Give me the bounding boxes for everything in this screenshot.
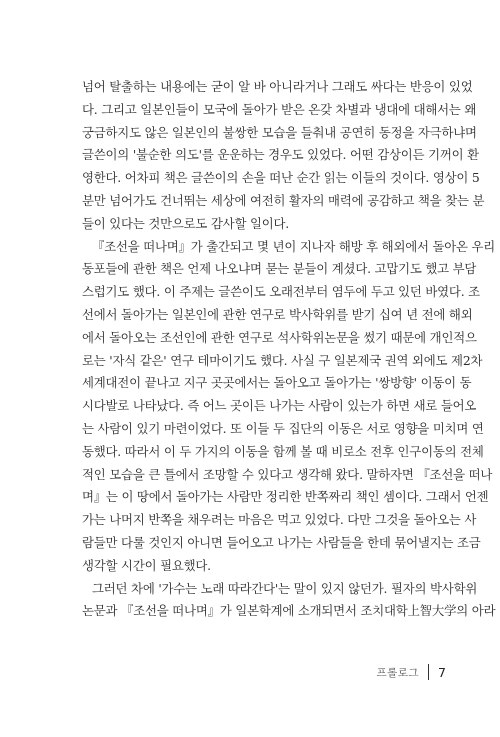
text-line: 선에서 돌아가는 일본인에 관한 연구로 박사학위를 받기 십여 년 전에 해외 (82, 306, 473, 322)
text-line: 는 사람이 있기 마련이었다. 또 이들 두 집단의 이동은 서로 영향을 미치며 연 (82, 420, 484, 436)
page-footer (376, 664, 446, 680)
text-line: 궁금하지도 않은 일본인의 불쌍한 모습을 들춰내 공연히 동정을 자극하냐며 (82, 124, 477, 140)
text-line: 동했다. 따라서 이 두 가지의 이동을 함께 볼 때 비로소 전후 인구이동의 전체 (82, 443, 484, 459)
text-line: 들이 있다는 것만으로도 감사할 일이다. (82, 215, 290, 231)
page-number: 7 (438, 664, 446, 680)
text-line: 동포들에 관한 책은 언제 나오냐며 묻는 분들이 계셨다. 고맙기도 했고 부담 (82, 261, 477, 277)
text-line: 그러던 차에 '가수는 노래 따라간다'는 말이 있지 않던가. 필자의 박사학위 (92, 580, 478, 596)
body-text (82, 76, 496, 623)
paragraph (82, 76, 485, 236)
text-line: 시다발로 나타났다. 즉 어느 곳이든 나가는 사람이 있는가 하면 새로 들어오 (82, 398, 477, 414)
text-line: 글쓴이의 '불순한 의도'를 운운하는 경우도 있었다. 어떤 감상이든 기꺼이 환 (82, 147, 479, 163)
text-line: 생각할 시간이 필요했다. (82, 557, 211, 573)
text-line: 스럽기도 했다. 이 주제는 글쓴이도 오래전부터 염두에 두고 있던 바였다. 조 (82, 284, 480, 300)
text-line: 적인 모습을 큰 틀에서 조망할 수 있다고 생각해 왔다. 말하자면 『조선을 떠나 (82, 466, 493, 482)
paragraph (82, 578, 496, 624)
text-line: 에서 돌아오는 조선인에 관한 연구로 석사학위논문을 썼기 때문에 개인적으 (82, 329, 477, 345)
text-line: 세계대전이 끝나고 지구 곳곳에서는 돌아오고 돌아가는 '쌍방향' 이동이 동 (82, 375, 472, 391)
text-line: 『조선을 떠나며』가 출간되고 몇 년이 지나자 해방 후 해외에서 돌아온 우리 (92, 238, 496, 254)
text-line: 영한다. 어차피 책은 글쓴이의 손을 떠난 순간 읽는 이들의 것이다. 영상이 5 (82, 170, 480, 186)
text-line: 논문과 『조선을 떠나며』가 일본학계에 소개되면서 조치대학上智大学의 아라 (82, 603, 496, 619)
text-line: 가는 나머지 반쪽을 채우려는 마음은 먹고 있었다. 다만 그것을 돌아오는 사 (82, 512, 477, 528)
section-label: 프롤로그 (376, 666, 420, 679)
text-line: 다. 그리고 일본인들이 모국에 돌아가 받은 온갖 차별과 냉대에 대해서는 왜 (82, 101, 477, 117)
text-line: 로는 '자식 같은' 연구 테마이기도 했다. 사실 구 일본제국 권역 외에도 제2차 (82, 352, 483, 368)
text-line: 람들만 다룰 것인지 아니면 들어오고 나가는 사람들을 한데 묶어낼지는 조금 (82, 534, 481, 550)
footer-divider (428, 664, 429, 680)
text-line: 며』는 이 땅에서 돌아가는 사람만 정리한 반쪽짜리 책인 셈이다. 그래서 언젠 (82, 489, 489, 505)
text-line: 분만 넘어가도 건너뛰는 세상에 여전히 활자의 매력에 공감하고 책을 찾는 분 (82, 192, 485, 208)
text-line: 넘어 탈출하는 내용에는 굳이 알 바 아니라거나 그래도 싸다는 반응이 있었 (82, 79, 473, 94)
paragraph (82, 236, 496, 578)
